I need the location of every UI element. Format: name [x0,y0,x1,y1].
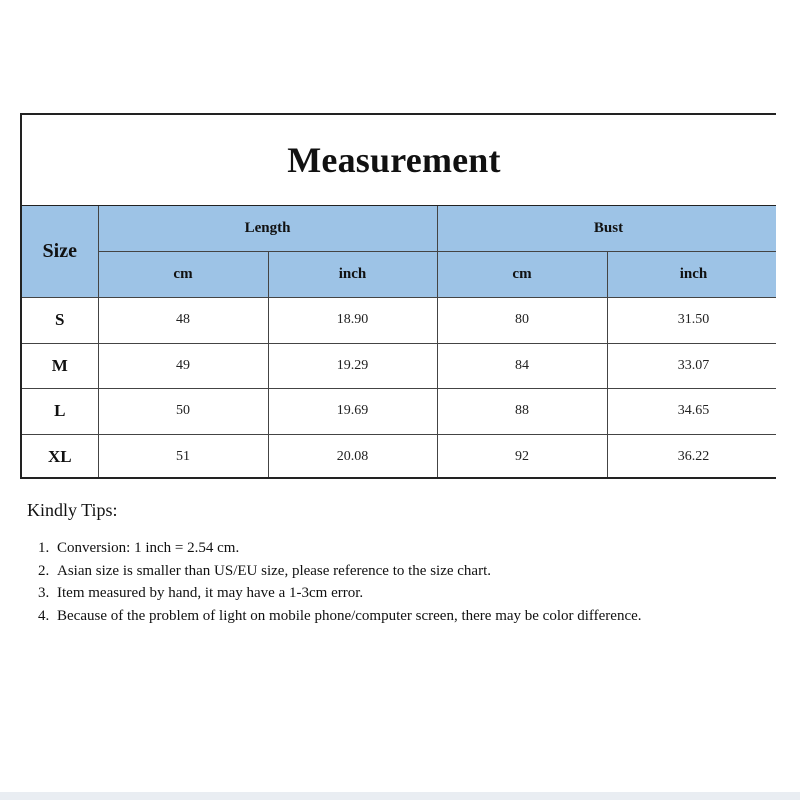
bust-inch-cell: 33.07 [607,343,776,388]
header-size: Size [22,206,98,297]
header-bust-cm: cm [437,251,607,297]
length-inch-cell: 20.08 [268,434,437,479]
tip-item: 4. Because of the problem of light on mobile phone/computer screen, there may be color difference. [53,605,767,628]
size-cell: S [22,297,98,343]
bust-inch-cell: 36.22 [607,434,776,479]
bottom-edge-bar [0,792,800,800]
bust-cm-cell: 92 [437,434,607,479]
size-cell: XL [22,434,98,479]
size-cell: L [22,388,98,434]
length-cm-cell: 51 [98,434,268,479]
tip-item: 1. Conversion: 1 inch = 2.54 cm. [53,537,767,560]
tips-heading: Kindly Tips: [27,500,118,520]
header-row-groups [22,206,776,251]
length-inch-cell: 18.90 [268,297,437,343]
tips-list [27,537,767,627]
bust-cm-cell: 88 [437,388,607,434]
length-cm-cell: 49 [98,343,268,388]
bust-inch-cell: 31.50 [607,297,776,343]
bust-inch-cell: 34.65 [607,388,776,434]
header-length-cm: cm [98,251,268,297]
size-chart [20,113,776,479]
chart-title: Measurement [287,140,501,180]
table-row [22,388,776,434]
tip-item: 2. Asian size is smaller than US/EU size, please reference to the size chart. [53,560,767,583]
kindly-tips [27,500,767,627]
header-bust-inch: inch [607,251,776,297]
length-cm-cell: 50 [98,388,268,434]
size-table [22,206,776,479]
bust-cm-cell: 80 [437,297,607,343]
tip-item: 3. Item measured by hand, it may have a 1-3cm error. [53,582,767,605]
title-row [22,115,776,206]
header-bust: Bust [437,206,776,251]
table-row [22,434,776,479]
length-inch-cell: 19.29 [268,343,437,388]
table-row [22,343,776,388]
header-row-units [22,251,776,297]
size-cell: M [22,343,98,388]
bust-cm-cell: 84 [437,343,607,388]
header-length-inch: inch [268,251,437,297]
length-cm-cell: 48 [98,297,268,343]
table-row [22,297,776,343]
length-inch-cell: 19.69 [268,388,437,434]
header-length: Length [98,206,437,251]
